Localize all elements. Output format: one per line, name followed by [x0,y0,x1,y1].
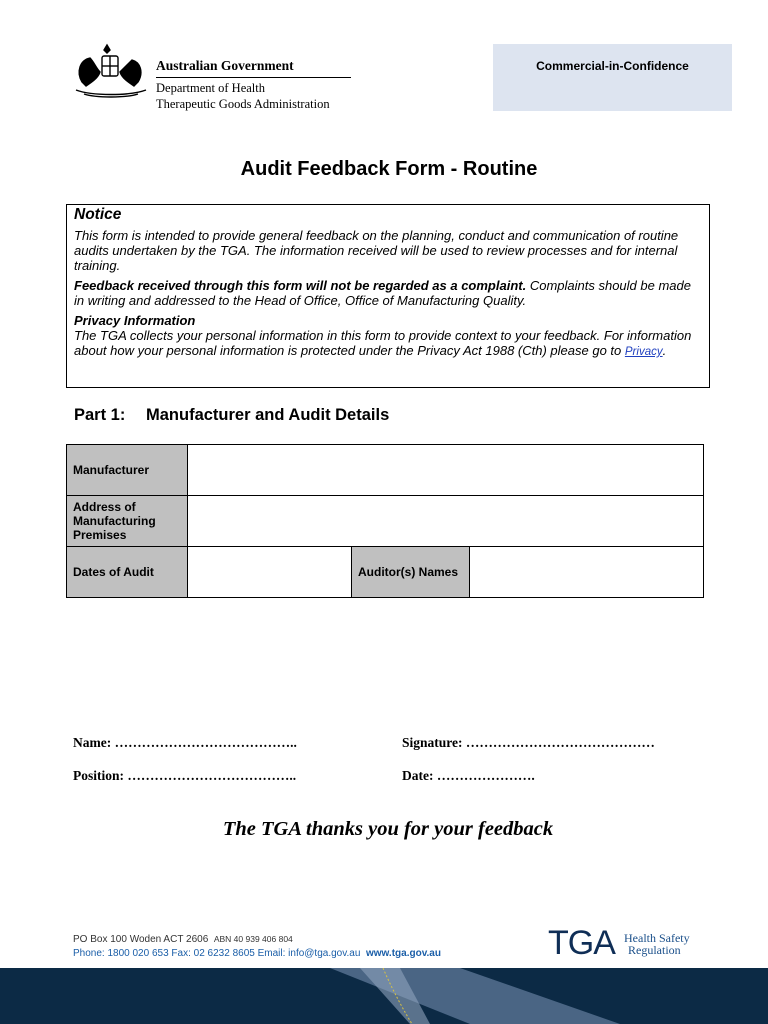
abn: ABN 40 939 406 804 [213,934,293,944]
notice-heading: Notice [74,206,122,223]
part1-heading [74,406,389,425]
tagline-line-2: Regulation [628,943,681,957]
government-title: Australian Government [156,58,294,73]
footer-address [73,934,293,945]
complaint-instructions: Complaints should be made in writing and addressed to the Head of Office, Office of Manufacturing Quality. [74,278,691,308]
address-field[interactable] [188,496,704,547]
part1-title: Manufacturer and Audit Details [146,406,390,424]
dates-field[interactable] [188,547,352,598]
table-row [67,496,704,547]
privacy-text: The TGA collects your personal information in this form to provide context to your feedback. For information about how your personal information is protected under the Privacy Act 1988 (Cth) please go to [74,328,692,358]
audit-details-table [66,444,704,598]
footer-band-graphic [0,968,768,1024]
department-name: Department of Health [156,81,265,95]
auditors-field[interactable] [470,547,704,598]
position-line[interactable]: Position: ……………………………….. [73,768,297,783]
privacy-period: . [662,343,667,358]
tagline-line-1: Health Safety [624,931,690,945]
table-row [67,445,704,496]
header-divider [156,77,351,78]
privacy-section [74,313,702,360]
notice-intro: This form is intended to provide general feedback on the planning, conduct and communication of routine audits undertaken by the TGA. The information received will be used to review processes and for internal training. [74,228,679,273]
coat-of-arms-logo [72,42,150,100]
website-link[interactable]: www.tga.gov.au [365,948,441,959]
dates-label: Dates of Audit [67,547,188,598]
date-line[interactable]: Date: …………………. [402,768,535,783]
classification-label: Commercial-in-Confidence [536,59,689,73]
agency-name: Therapeutic Goods Administration [156,97,330,111]
classification-box [493,44,732,111]
contact-details: Phone: 1800 020 653 Fax: 02 6232 8605 Email: info@tga.gov.au [73,948,361,959]
footer-band [0,968,768,1024]
table-row [67,547,704,598]
address-label: Address of Manufacturing Premises [67,496,188,547]
privacy-link[interactable]: Privacy [624,346,663,358]
footer-contact [73,948,441,959]
name-line[interactable]: Name: ………………………………….. [73,735,297,750]
auditors-label: Auditor(s) Names [352,547,470,598]
thanks-message: The TGA thanks you for your feedback [222,818,554,840]
tga-logo: TGA [548,924,615,962]
postal-address: PO Box 100 Woden ACT 2606 [73,934,209,945]
complaint-statement: Feedback received through this form will not be regarded as a complaint. [74,278,527,293]
manufacturer-field[interactable] [188,445,704,496]
signature-line[interactable]: Signature: …………………………………… [402,735,655,750]
notice-complaint [74,278,702,308]
manufacturer-label: Manufacturer [67,445,188,496]
part1-number: Part 1: [74,406,126,424]
tga-tagline [624,932,690,956]
page-title: Audit Feedback Form - Routine [240,158,538,180]
privacy-heading: Privacy Information [74,313,196,328]
notice-box [66,204,710,388]
